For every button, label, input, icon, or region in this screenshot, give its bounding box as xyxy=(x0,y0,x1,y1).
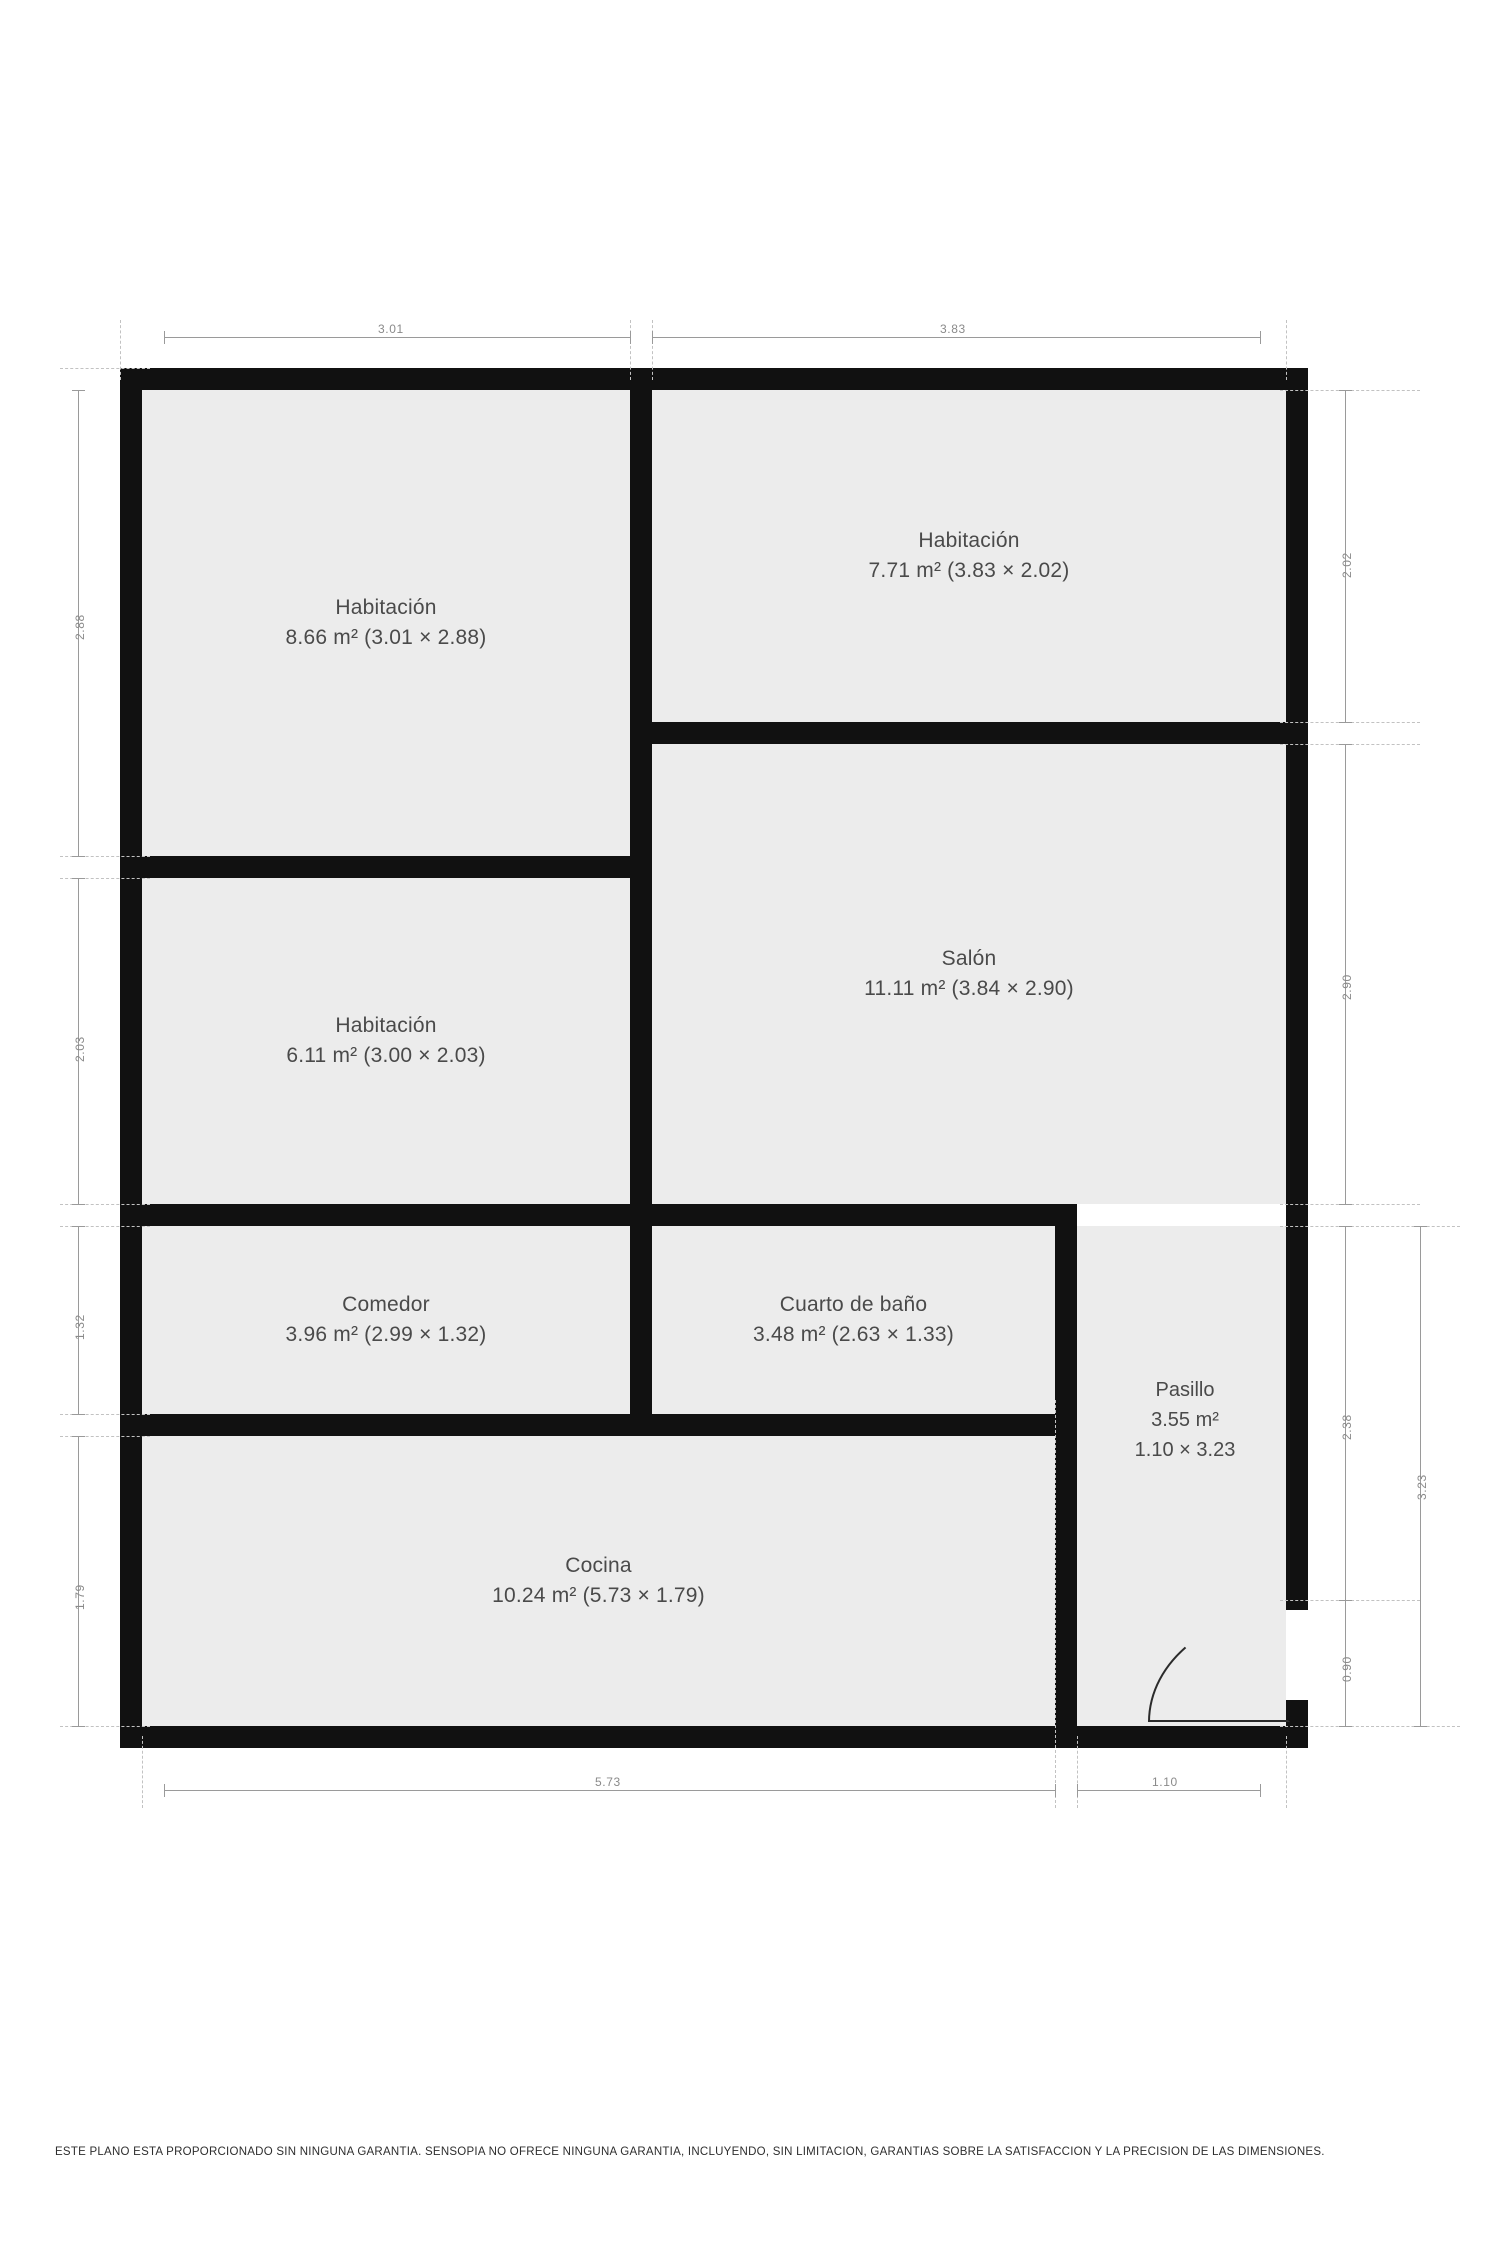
dim-line-top-left xyxy=(164,337,630,338)
guide-bottom-mid xyxy=(1055,1400,1056,1808)
dim-line-bottom-left xyxy=(164,1790,1055,1791)
room-label-area: 6.11 m² (3.00 × 2.03) xyxy=(286,1044,486,1067)
dim-line-bottom-right xyxy=(1077,1790,1260,1791)
dim-tick xyxy=(1077,1784,1078,1797)
dim-tick xyxy=(1339,390,1352,391)
dim-tick xyxy=(72,1726,85,1727)
dim-label-right-1: 2.02 xyxy=(1340,552,1354,578)
dim-tick xyxy=(1339,1226,1352,1227)
guide-right-7 xyxy=(1280,1726,1460,1727)
room-label-name: Habitación xyxy=(918,528,1020,552)
room-habitacion-3 xyxy=(142,878,630,1204)
room-habitacion-2 xyxy=(652,390,1286,722)
guide-top-mid xyxy=(630,320,631,380)
wall-horizontal-left-lower xyxy=(120,1414,652,1436)
dim-label-left-2: 2.03 xyxy=(73,1036,87,1062)
dim-label-bottom-right: 1.10 xyxy=(1152,1775,1178,1789)
wall-horizontal-left-upper xyxy=(120,856,652,878)
dim-label-right-4: 0.90 xyxy=(1340,1656,1354,1682)
dim-tick xyxy=(72,1204,85,1205)
room-label-pasillo xyxy=(1090,1375,1280,1465)
room-label-name: Habitación xyxy=(335,1013,437,1037)
dim-tick xyxy=(1339,1726,1352,1727)
wall-horizontal-left-mid xyxy=(120,1204,652,1226)
wall-vertical-center xyxy=(630,368,652,1436)
wall-top xyxy=(120,368,1308,390)
dim-tick xyxy=(1339,744,1352,745)
dim-tick xyxy=(72,878,85,879)
dim-label-left-3: 1.32 xyxy=(73,1314,87,1340)
dim-label-right-outer: 3.23 xyxy=(1415,1474,1429,1500)
dim-line-right-3 xyxy=(1345,1226,1346,1600)
room-label-area: 3.96 m² (2.99 × 1.32) xyxy=(285,1323,487,1346)
dim-tick xyxy=(72,856,85,857)
guide-top-right xyxy=(1286,320,1287,380)
dim-label-right-3: 2.38 xyxy=(1340,1414,1354,1440)
dim-tick xyxy=(1339,1204,1352,1205)
room-comedor xyxy=(142,1226,630,1414)
dim-label-top-right: 3.83 xyxy=(940,322,966,336)
guide-right-5 xyxy=(1280,1226,1460,1227)
guide-bottom-left xyxy=(142,1736,143,1808)
room-cuarto-de-bano xyxy=(652,1226,1055,1414)
dim-tick xyxy=(1260,331,1261,344)
room-label-name: Cuarto de baño xyxy=(779,1292,928,1316)
wall-bottom xyxy=(120,1726,1308,1748)
door-threshold xyxy=(1286,1600,1308,1610)
room-label-area: 8.66 m² (3.01 × 2.88) xyxy=(285,626,487,649)
dim-line-top-right xyxy=(652,337,1260,338)
dim-tick xyxy=(72,390,85,391)
room-label-name: Habitación xyxy=(335,595,437,619)
pasillo-area: 3.55 m² xyxy=(1151,1409,1219,1431)
room-label-name: Comedor xyxy=(342,1292,430,1316)
dim-tick xyxy=(72,1436,85,1437)
dim-tick xyxy=(72,1414,85,1415)
dim-line-left-4 xyxy=(78,1436,79,1726)
dim-label-top-left: 3.01 xyxy=(378,322,404,336)
room-label-area: 11.11 m² (3.84 × 2.90) xyxy=(864,977,1074,1000)
guide-top-mid2 xyxy=(652,320,653,380)
dim-tick xyxy=(652,331,653,344)
dim-tick xyxy=(164,331,165,344)
dim-tick xyxy=(630,331,631,344)
wall-horizontal-right-upper xyxy=(630,722,1308,744)
wall-left xyxy=(120,368,142,1748)
room-label-area: 10.24 m² (5.73 × 1.79) xyxy=(492,1584,705,1607)
dim-tick xyxy=(1414,1726,1427,1727)
pasillo-dims: 1.10 × 3.23 xyxy=(1134,1439,1236,1461)
dim-label-bottom-left: 5.73 xyxy=(595,1775,621,1789)
dim-label-left-4: 1.79 xyxy=(73,1584,87,1610)
room-label-name: Salón xyxy=(941,946,997,970)
wall-horizontal-bath-top xyxy=(630,1204,1077,1226)
guide-bottom-mid2 xyxy=(1077,1736,1078,1808)
dim-label-right-2: 2.90 xyxy=(1340,974,1354,1000)
wall-right xyxy=(1286,368,1308,1610)
pasillo-name: Pasillo xyxy=(1155,1379,1215,1401)
dim-tick xyxy=(72,1226,85,1227)
dim-tick xyxy=(164,1784,165,1797)
wall-horizontal-bath-bottom xyxy=(630,1414,1077,1436)
dim-tick xyxy=(1414,1226,1427,1227)
room-salon xyxy=(652,744,1286,1204)
room-label-area: 7.71 m² (3.83 × 2.02) xyxy=(868,559,1070,582)
dim-tick xyxy=(1260,1784,1261,1797)
room-habitacion-1 xyxy=(142,390,630,856)
room-label-area: 3.48 m² (2.63 × 1.33) xyxy=(753,1323,954,1346)
wall-vertical-pasillo xyxy=(1055,1204,1077,1748)
guide-left-1 xyxy=(60,368,150,369)
disclaimer-text: ESTE PLANO ESTA PROPORCIONADO SIN NINGUNA GARANTIA. SENSOPIA NO OFRECE NINGUNA GARANTIA, INCLUYENDO, SIN LIMITACION, GARANTIAS SOBRE LA SATISFACCION Y LA PRECISION DE LAS DIMENSIONES. xyxy=(55,2146,1325,2158)
guide-top-left xyxy=(120,320,121,380)
dim-tick xyxy=(1055,1784,1056,1797)
room-cocina xyxy=(142,1436,1055,1726)
room-label-name: Cocina xyxy=(565,1553,632,1577)
guide-bottom-right xyxy=(1286,1736,1287,1808)
dim-label-left-1: 2.88 xyxy=(73,614,87,640)
dim-tick xyxy=(1339,722,1352,723)
